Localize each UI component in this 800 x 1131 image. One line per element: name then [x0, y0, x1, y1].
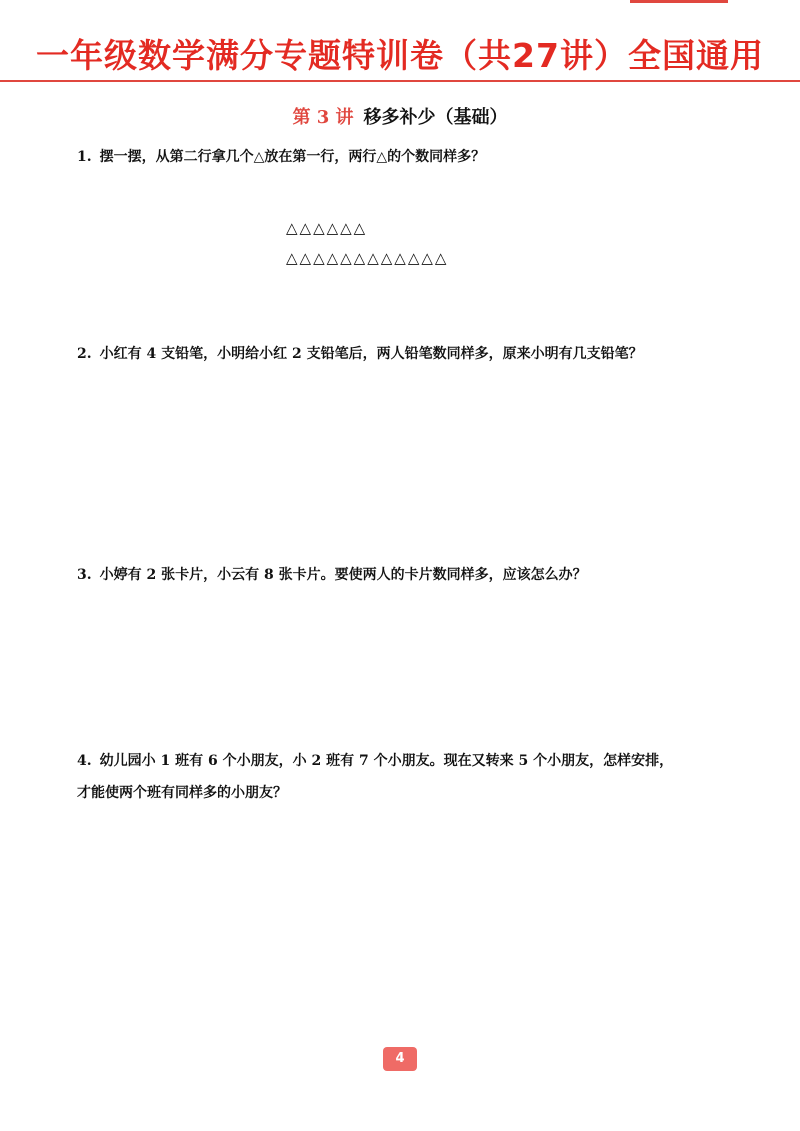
question-4-line-2: 才能使两个班有同样多的小朋友？	[77, 785, 287, 801]
top-accent-bar	[630, 0, 728, 3]
triangle-row-1: △△△△△△	[286, 219, 368, 237]
question-text: 幼儿园小 1 班有 6 个小朋友，小 2 班有 7 个小朋友。现在又转来 5 个小朋友，怎样安排，	[99, 753, 674, 769]
lesson-number: 第 3 讲	[292, 107, 354, 128]
question-text: 摆一摆，从第二行拿几个△放在第一行，两行△的个数同样多？	[99, 149, 486, 165]
question-number: 4.	[77, 753, 92, 769]
banner-divider	[0, 80, 800, 82]
banner-title: 一年级数学满分专题特训卷（共27讲）全国通用	[36, 36, 764, 75]
lesson-name: 移多补少（基础）	[363, 107, 508, 128]
lesson-title	[0, 103, 800, 129]
question-1	[77, 139, 757, 175]
question-4	[77, 743, 757, 779]
question-text: 小婷有 2 张卡片，小云有 8 张卡片。要使两人的卡片数同样多，应该怎么办？	[99, 567, 587, 583]
question-2	[77, 336, 757, 372]
question-number: 3.	[77, 567, 92, 583]
question-number: 1.	[77, 149, 92, 165]
question-number: 2.	[77, 346, 92, 362]
question-3	[77, 557, 757, 593]
page-number-badge: 4	[383, 1047, 417, 1071]
triangle-row-2: △△△△△△△△△△△△	[286, 249, 449, 267]
question-text: 小红有 4 支铅笔，小明给小红 2 支铅笔后，两人铅笔数同样多，原来小明有几支铅笔？	[99, 346, 643, 362]
